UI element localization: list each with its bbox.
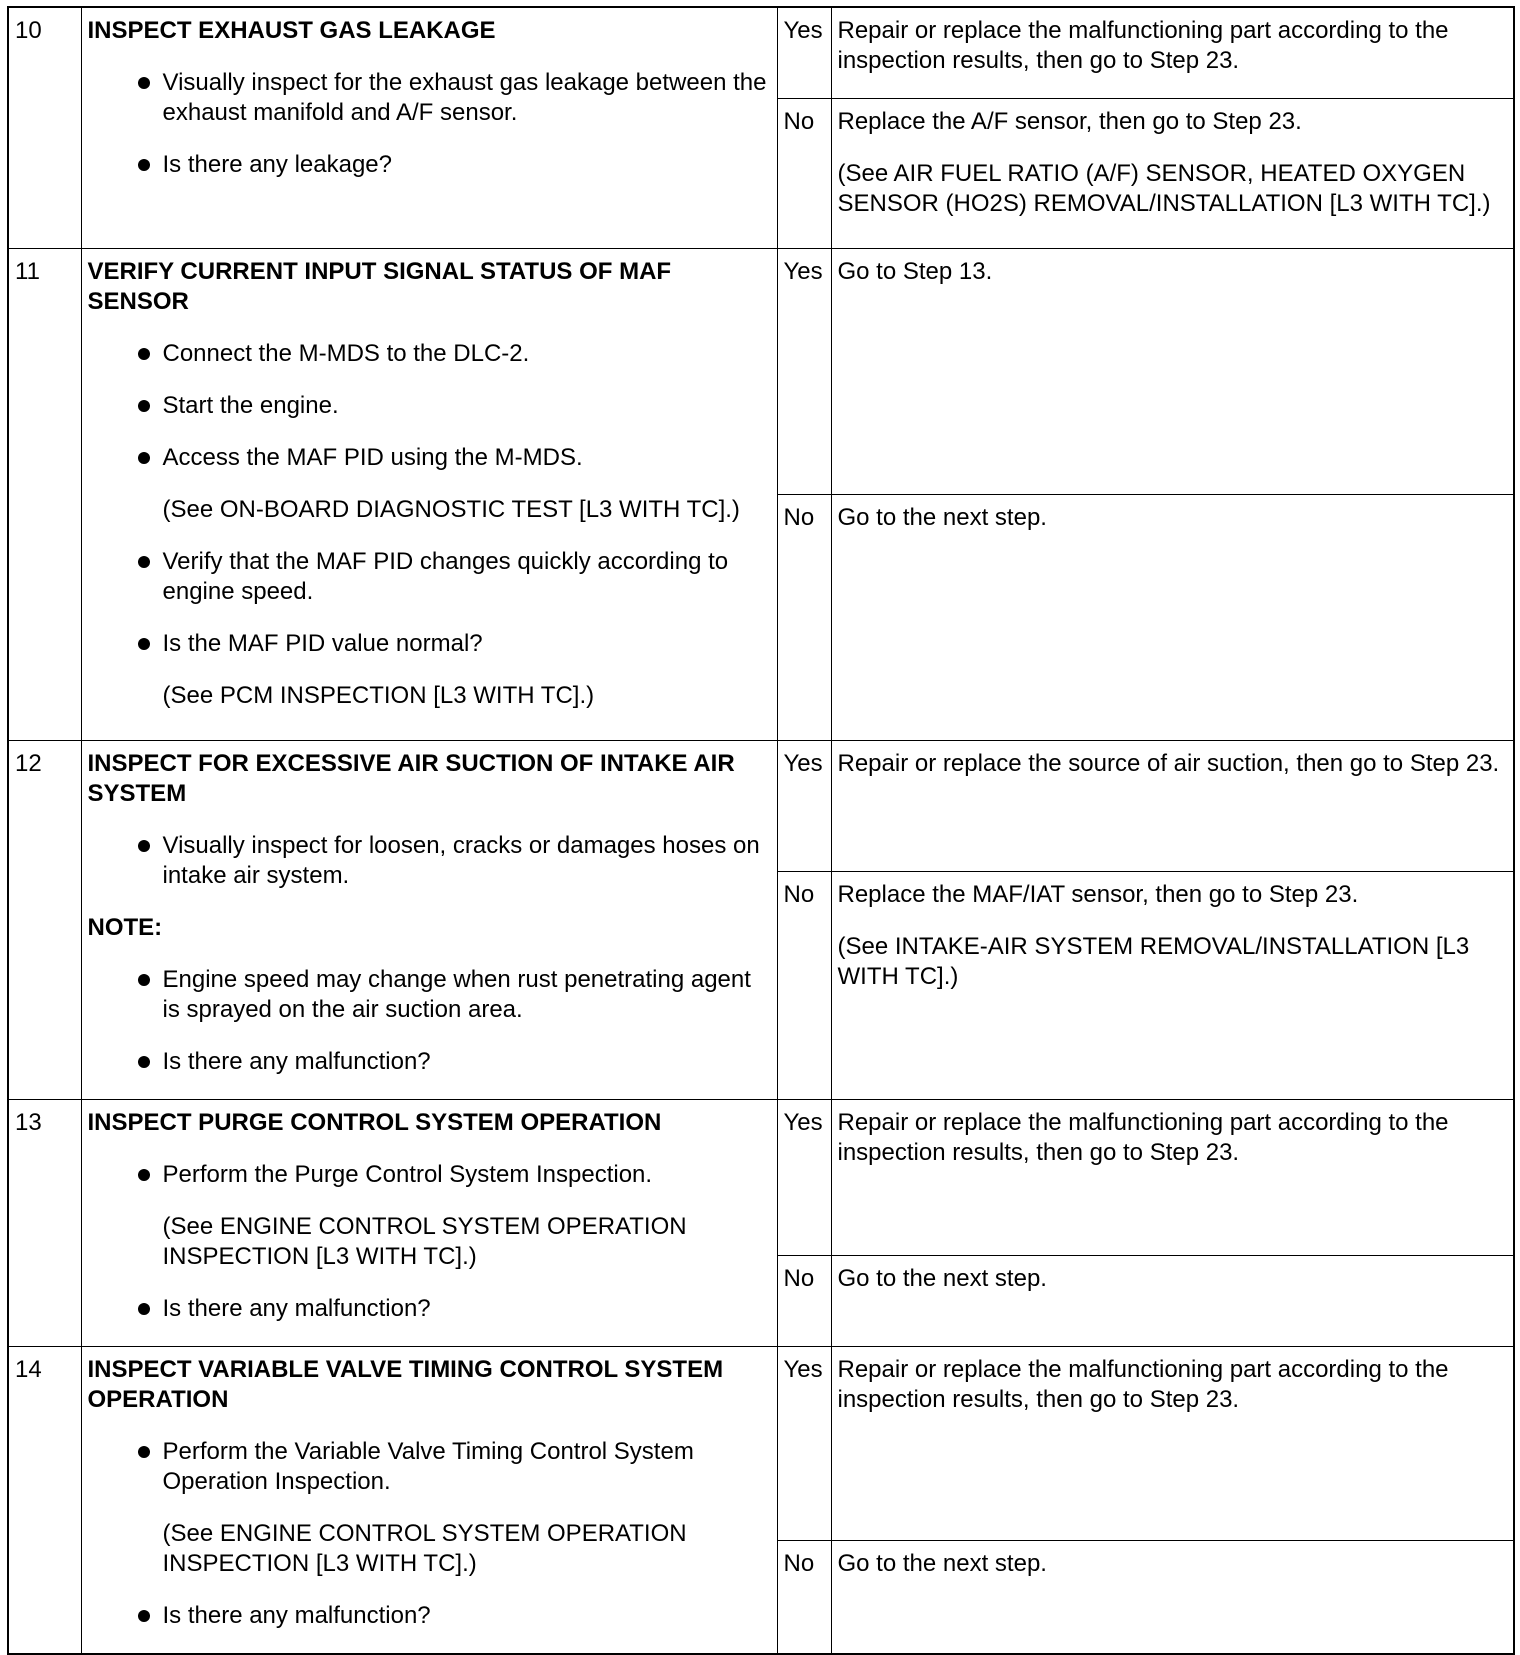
yes-result (832, 741, 1514, 779)
step-action-cell (81, 249, 777, 741)
reference-text: (See ON-BOARD DIAGNOSTIC TEST [L3 WITH TC].) (162, 496, 740, 523)
bullet-item (88, 443, 771, 473)
step-row (8, 741, 1514, 872)
step-number-cell (8, 7, 81, 249)
no-result-cell (831, 99, 1514, 249)
no-result-cell (831, 871, 1514, 1099)
yes-result-cell (831, 7, 1514, 99)
bullet-text: Verify that the MAF PID changes quickly according to engine speed. (162, 548, 729, 605)
no-result-cell (831, 1256, 1514, 1347)
no-result-cell (831, 495, 1514, 741)
diagnostic-procedure-table (7, 6, 1515, 1655)
bullet-dot-icon (138, 1446, 150, 1458)
result-text: Go to Step 13. (837, 258, 993, 285)
bullet-item (88, 965, 771, 1025)
yes-result (832, 249, 1514, 287)
bullet-dot-icon (138, 452, 150, 464)
result-text: Repair or replace the malfunctioning part according to the inspection results, then go to Step 23. (837, 17, 1449, 74)
yes-result-cell (831, 1100, 1514, 1256)
yes-label-cell (777, 7, 831, 99)
result-text: Replace the MAF/IAT sensor, then go to Step 23. (837, 880, 1359, 908)
step-title: INSPECT VARIABLE VALVE TIMING CONTROL SYSTEM OPERATION (87, 1356, 724, 1413)
no-label-cell (777, 495, 831, 741)
bullet-text: Connect the M-MDS to the DLC-2. (162, 340, 530, 367)
bullet-item (88, 339, 771, 369)
yes-result (832, 1347, 1514, 1415)
bullet-item (88, 1601, 771, 1631)
result-text: (See AIR FUEL RATIO (A/F) SENSOR, HEATED OXYGEN SENSOR (HO2S) REMOVAL/INSTALLATION [L3 WITH TC].) (837, 160, 1491, 217)
step-action (82, 8, 777, 180)
note-label: NOTE: (87, 914, 163, 941)
no-label: No (783, 108, 815, 135)
bullet-dot-icon (138, 348, 150, 360)
step-title: INSPECT EXHAUST GAS LEAKAGE (87, 17, 496, 44)
bullet-item (88, 831, 771, 891)
yes-label: Yes (783, 258, 823, 285)
result-text: (See INTAKE-AIR SYSTEM REMOVAL/INSTALLATION [L3 WITH TC].) (837, 932, 1470, 990)
result-text: Go to the next step. (837, 1265, 1047, 1293)
bullet-dot-icon (138, 638, 150, 650)
yes-label-cell (777, 249, 831, 495)
bullet-item (88, 1294, 771, 1324)
bullet-item (88, 68, 771, 128)
step-row (8, 1347, 1514, 1541)
bullet-text: Is there any malfunction? (162, 1295, 431, 1322)
bullet-dot-icon (138, 400, 150, 412)
step-title: INSPECT PURGE CONTROL SYSTEM OPERATION (87, 1109, 662, 1136)
no-label-cell (777, 1256, 831, 1347)
yes-label: Yes (783, 1356, 823, 1383)
step-title: INSPECT FOR EXCESSIVE AIR SUCTION OF INTAKE AIR SYSTEM (87, 750, 735, 807)
yes-label: Yes (783, 750, 823, 777)
bullet-item (88, 1160, 771, 1190)
yes-label: Yes (783, 1109, 823, 1136)
step-number: 13 (15, 1109, 42, 1136)
no-label-cell (777, 1541, 831, 1654)
no-result (832, 99, 1514, 219)
step-action (82, 1100, 777, 1324)
step-title: VERIFY CURRENT INPUT SIGNAL STATUS OF MAF SENSOR (87, 258, 672, 315)
table-body (8, 7, 1514, 1654)
step-action-cell (81, 741, 777, 1100)
yes-result-cell (831, 1347, 1514, 1541)
bullet-text: Perform the Variable Valve Timing Control System Operation Inspection. (162, 1438, 694, 1495)
bullet-text: Visually inspect for loosen, cracks or damages hoses on intake air system. (162, 832, 760, 889)
step-action-cell (81, 1347, 777, 1655)
step-number-cell (8, 741, 81, 1100)
bullet-item (88, 1047, 771, 1077)
bullet-text: Engine speed may change when rust penetrating agent is sprayed on the air suction area. (162, 966, 751, 1023)
step-number-cell (8, 1347, 81, 1655)
result-text: Repair or replace the malfunctioning part according to the inspection results, then go to Step 23. (837, 1356, 1449, 1413)
yes-result (832, 8, 1514, 76)
no-label-cell (777, 99, 831, 249)
bullet-dot-icon (138, 159, 150, 171)
step-number: 11 (15, 258, 40, 285)
yes-result-cell (831, 741, 1514, 872)
no-result (832, 495, 1514, 533)
no-label: No (783, 1265, 815, 1293)
no-label-cell (777, 871, 831, 1099)
reference-text: (See PCM INSPECTION [L3 WITH TC].) (162, 682, 595, 709)
yes-label-cell (777, 1347, 831, 1541)
result-text: Repair or replace the source of air suction, then go to Step 23. (837, 750, 1500, 777)
step-number: 10 (15, 17, 42, 44)
result-text: Go to the next step. (837, 504, 1047, 531)
bullet-dot-icon (138, 556, 150, 568)
result-text: Repair or replace the malfunctioning part according to the inspection results, then go to Step 23. (837, 1109, 1449, 1166)
no-label: No (783, 880, 815, 908)
bullet-text: Start the engine. (162, 392, 339, 419)
bullet-text: Is there any malfunction? (162, 1048, 431, 1075)
yes-label-cell (777, 741, 831, 872)
no-result (832, 1541, 1514, 1579)
bullet-dot-icon (138, 1610, 150, 1622)
bullet-item (88, 547, 771, 607)
step-number: 12 (15, 750, 42, 777)
bullet-text: Perform the Purge Control System Inspection. (162, 1161, 653, 1188)
bullet-dot-icon (138, 840, 150, 852)
yes-result (832, 1100, 1514, 1168)
bullet-dot-icon (138, 1169, 150, 1181)
step-row (8, 7, 1514, 99)
no-label: No (783, 504, 815, 531)
step-action (82, 1347, 777, 1631)
bullet-text: Is the MAF PID value normal? (162, 630, 483, 657)
no-result-cell (831, 1541, 1514, 1654)
yes-label: Yes (783, 17, 823, 44)
step-action (82, 249, 777, 711)
no-result (832, 1256, 1514, 1294)
step-action (82, 741, 777, 1077)
yes-result-cell (831, 249, 1514, 495)
bullet-item (88, 150, 771, 180)
bullet-text: Is there any leakage? (162, 151, 392, 178)
bullet-text: Access the MAF PID using the M-MDS. (162, 444, 583, 471)
step-action-cell (81, 1100, 777, 1347)
no-result (832, 872, 1514, 992)
no-label: No (783, 1550, 815, 1578)
result-text: Replace the A/F sensor, then go to Step 23. (837, 108, 1302, 135)
bullet-text: Visually inspect for the exhaust gas leakage between the exhaust manifold and A/F sensor. (162, 69, 767, 126)
bullet-text: Is there any malfunction? (162, 1602, 431, 1629)
result-text: Go to the next step. (837, 1550, 1047, 1578)
step-row (8, 249, 1514, 495)
step-number-cell (8, 249, 81, 741)
bullet-dot-icon (138, 77, 150, 89)
step-row (8, 1100, 1514, 1256)
bullet-item (88, 1437, 771, 1497)
step-number: 14 (15, 1356, 42, 1383)
reference-text: (See ENGINE CONTROL SYSTEM OPERATION INSPECTION [L3 WITH TC].) (162, 1520, 687, 1577)
bullet-dot-icon (138, 974, 150, 986)
step-action-cell (81, 7, 777, 249)
step-number-cell (8, 1100, 81, 1347)
bullet-item (88, 391, 771, 421)
yes-label-cell (777, 1100, 831, 1256)
bullet-dot-icon (138, 1056, 150, 1068)
bullet-dot-icon (138, 1303, 150, 1315)
bullet-item (88, 629, 771, 659)
reference-text: (See ENGINE CONTROL SYSTEM OPERATION INSPECTION [L3 WITH TC].) (162, 1213, 687, 1270)
